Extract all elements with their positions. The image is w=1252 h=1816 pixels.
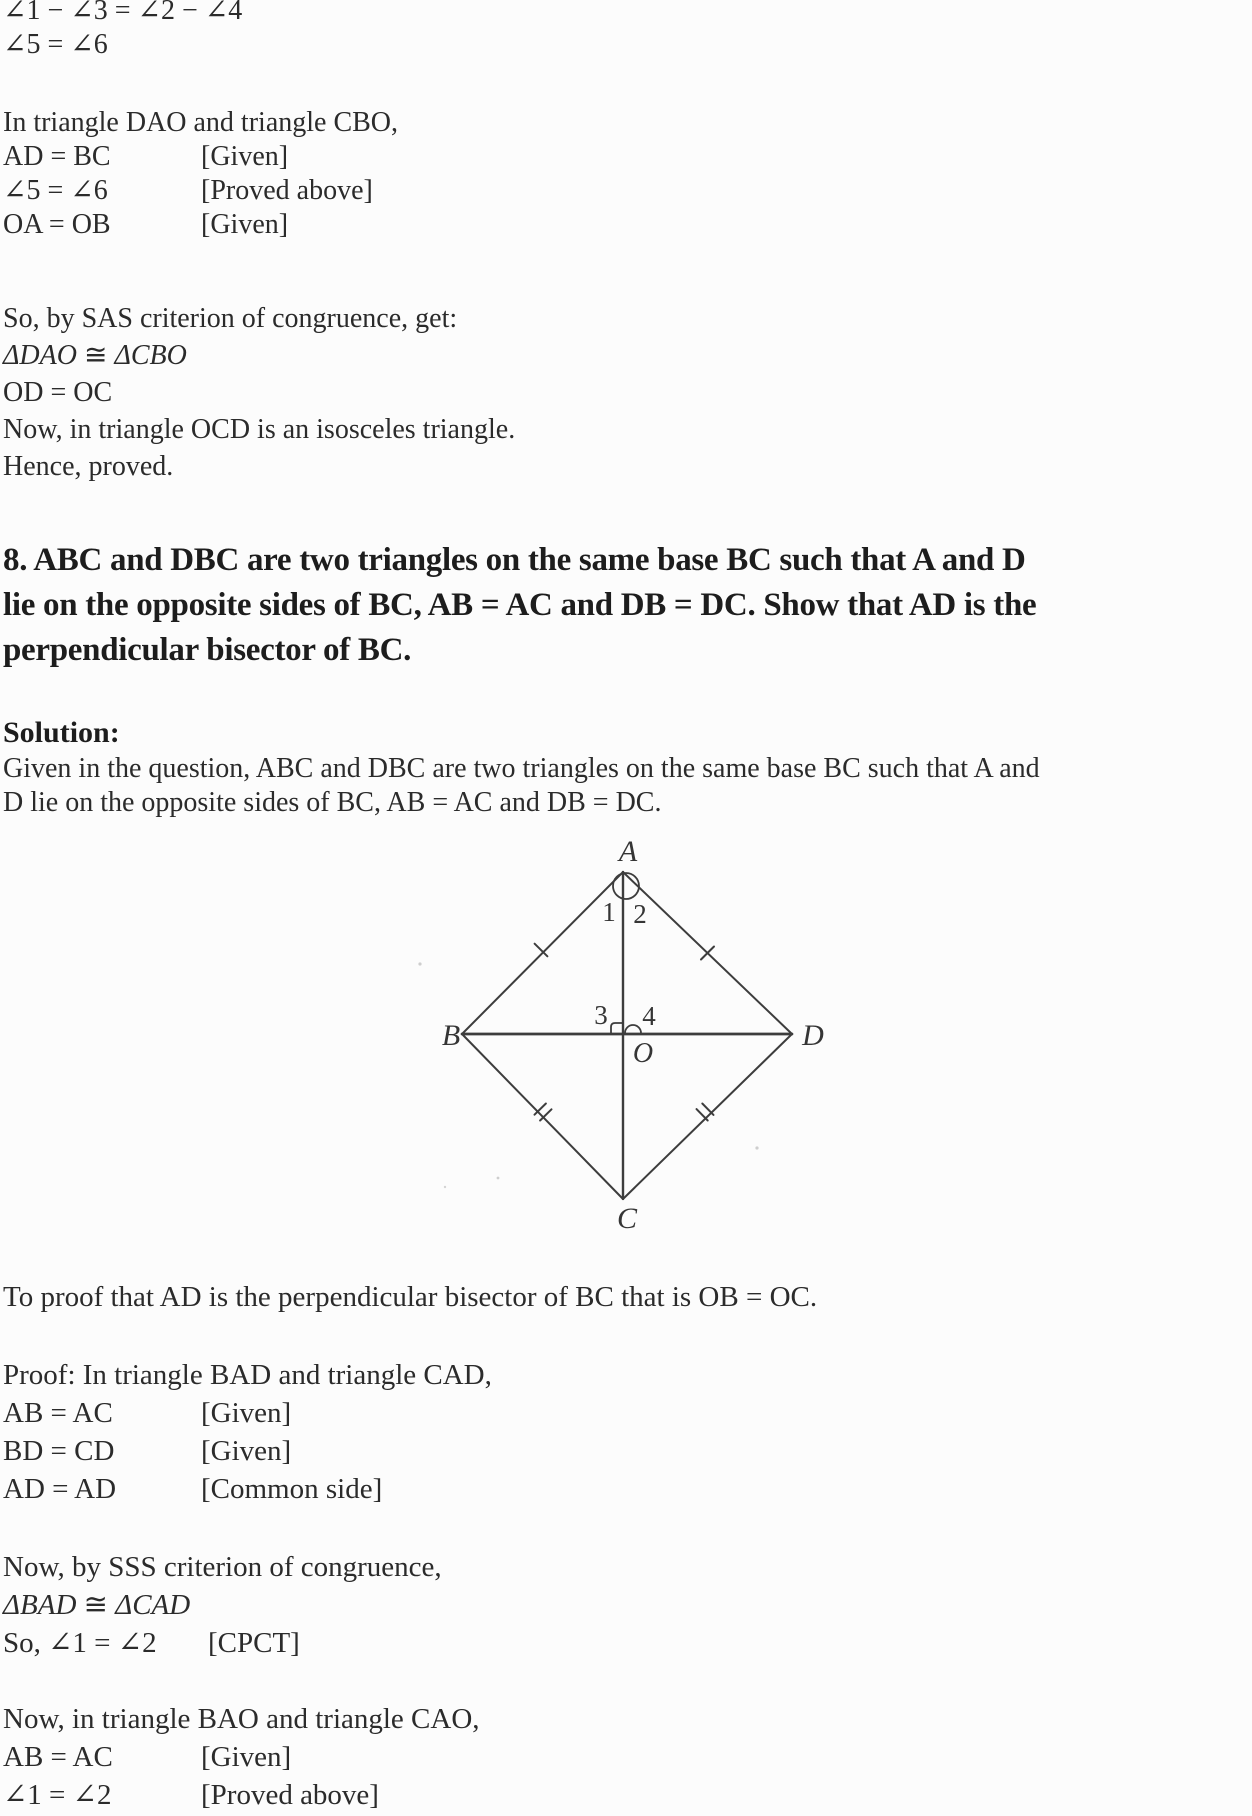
triangle-dao-cbo-block [3,106,398,242]
statement-row [3,140,398,174]
isosceles-line: Now, in triangle OCD is an isosceles triangle. [3,414,516,445]
statement-reason: [Given] [201,141,289,172]
statement-reason: [Given] [201,209,289,240]
hence-proved-line: Hence, proved. [3,451,174,482]
angle-4-arc [625,1025,641,1033]
statement-row [3,1470,492,1508]
statement-reason: [Given] [201,1435,292,1467]
statement-row [3,1394,492,1432]
statement-lhs: ∠5 = ∠6 [3,175,108,206]
bao-intro: Now, in triangle BAO and triangle CAO, [3,1703,480,1735]
proof-bad-cad-block [3,1356,492,1508]
kite-figure-diagram [380,828,840,1240]
statement-lhs: AB = AC [3,1741,113,1773]
equation-line: ∠1 − ∠3 = ∠2 − ∠4 [3,0,243,26]
statement-lhs: So, ∠1 = ∠2 [3,1627,157,1659]
statement-lhs: ∠1 = ∠2 [3,1779,112,1811]
statement-row [3,1432,492,1470]
sas-line: So, by SAS criterion of congruence, get: [3,303,458,334]
scan-noise [418,828,758,1188]
given-block [3,752,1040,820]
statement-lhs: AB = AC [3,1397,113,1429]
question-8-heading [3,538,1036,673]
statement-lhs: AD = AD [3,1473,117,1505]
statement-reason: [Given] [201,1741,292,1773]
statement-lhs: BD = CD [3,1435,115,1467]
label-vertex-c: C [616,1202,638,1235]
angle-3-arc [611,1023,623,1033]
cpct-row [3,1624,300,1662]
heading-line: 8. ABC and DBC are two triangles on the same base BC such that A and D [3,542,1026,578]
label-vertex-a: A [618,835,638,868]
label-angle-2: 2 [633,899,647,929]
vertex-a-angle-arc [613,873,639,899]
label-angle-3: 3 [594,1000,608,1030]
label-angle-1: 1 [602,897,616,927]
double-tick-cd [697,1109,708,1120]
statement-row [3,174,398,208]
label-point-o: O [632,1038,654,1069]
figure-edges [462,872,792,1199]
statement-reason: [Proved above] [201,175,373,206]
proof-intro: Proof: In triangle BAD and triangle CAD, [3,1359,492,1391]
statement-reason: [Proved above] [201,1779,379,1811]
congruence-statement: ΔDAO ≅ ΔCBO [3,340,187,371]
figure-angle-labels [594,897,656,1031]
solution-label: Solution: [3,716,120,749]
statement-row [3,1738,480,1776]
equations-block [3,0,242,62]
statement-lhs: AD = BC [3,141,111,172]
congruence-statement: ΔBAD ≅ ΔCAD [3,1589,191,1621]
double-tick-cd [702,1104,713,1115]
triangle-bao-cao-block [3,1700,480,1814]
equation-line: ∠5 = ∠6 [3,29,108,60]
edge-bc [462,1034,623,1199]
given-line: D lie on the opposite sides of BC, AB = AC and DB = DC. [3,787,662,818]
statement-reason: [CPCT] [208,1627,300,1659]
sss-conclusion-block [3,1548,442,1624]
statement-reason: [Given] [201,1397,292,1429]
sss-line: Now, by SSS criterion of congruence, [3,1551,442,1583]
label-vertex-d: D [802,1019,824,1052]
triangle-intro: In triangle DAO and triangle CBO, [3,107,399,138]
heading-line: lie on the opposite sides of BC, AB = AC and DB = DC. Show that AD is the [3,587,1037,623]
statement-row [3,1776,480,1814]
heading-line: perpendicular bisector of BC. [3,632,412,668]
sas-conclusion-block [3,300,515,485]
label-angle-4: 4 [642,1001,656,1031]
given-line: Given in the question, ABC and DBC are two triangles on the same base BC such that A and [3,753,1040,784]
to-proof-line: To proof that AD is the perpendicular bisector of BC that is OB = OC. [3,1281,818,1313]
result-line: OD = OC [3,377,113,408]
statement-row [3,208,398,242]
statement-reason: [Common side] [201,1473,383,1505]
statement-lhs: OA = OB [3,209,111,240]
label-vertex-b: B [441,1019,461,1052]
